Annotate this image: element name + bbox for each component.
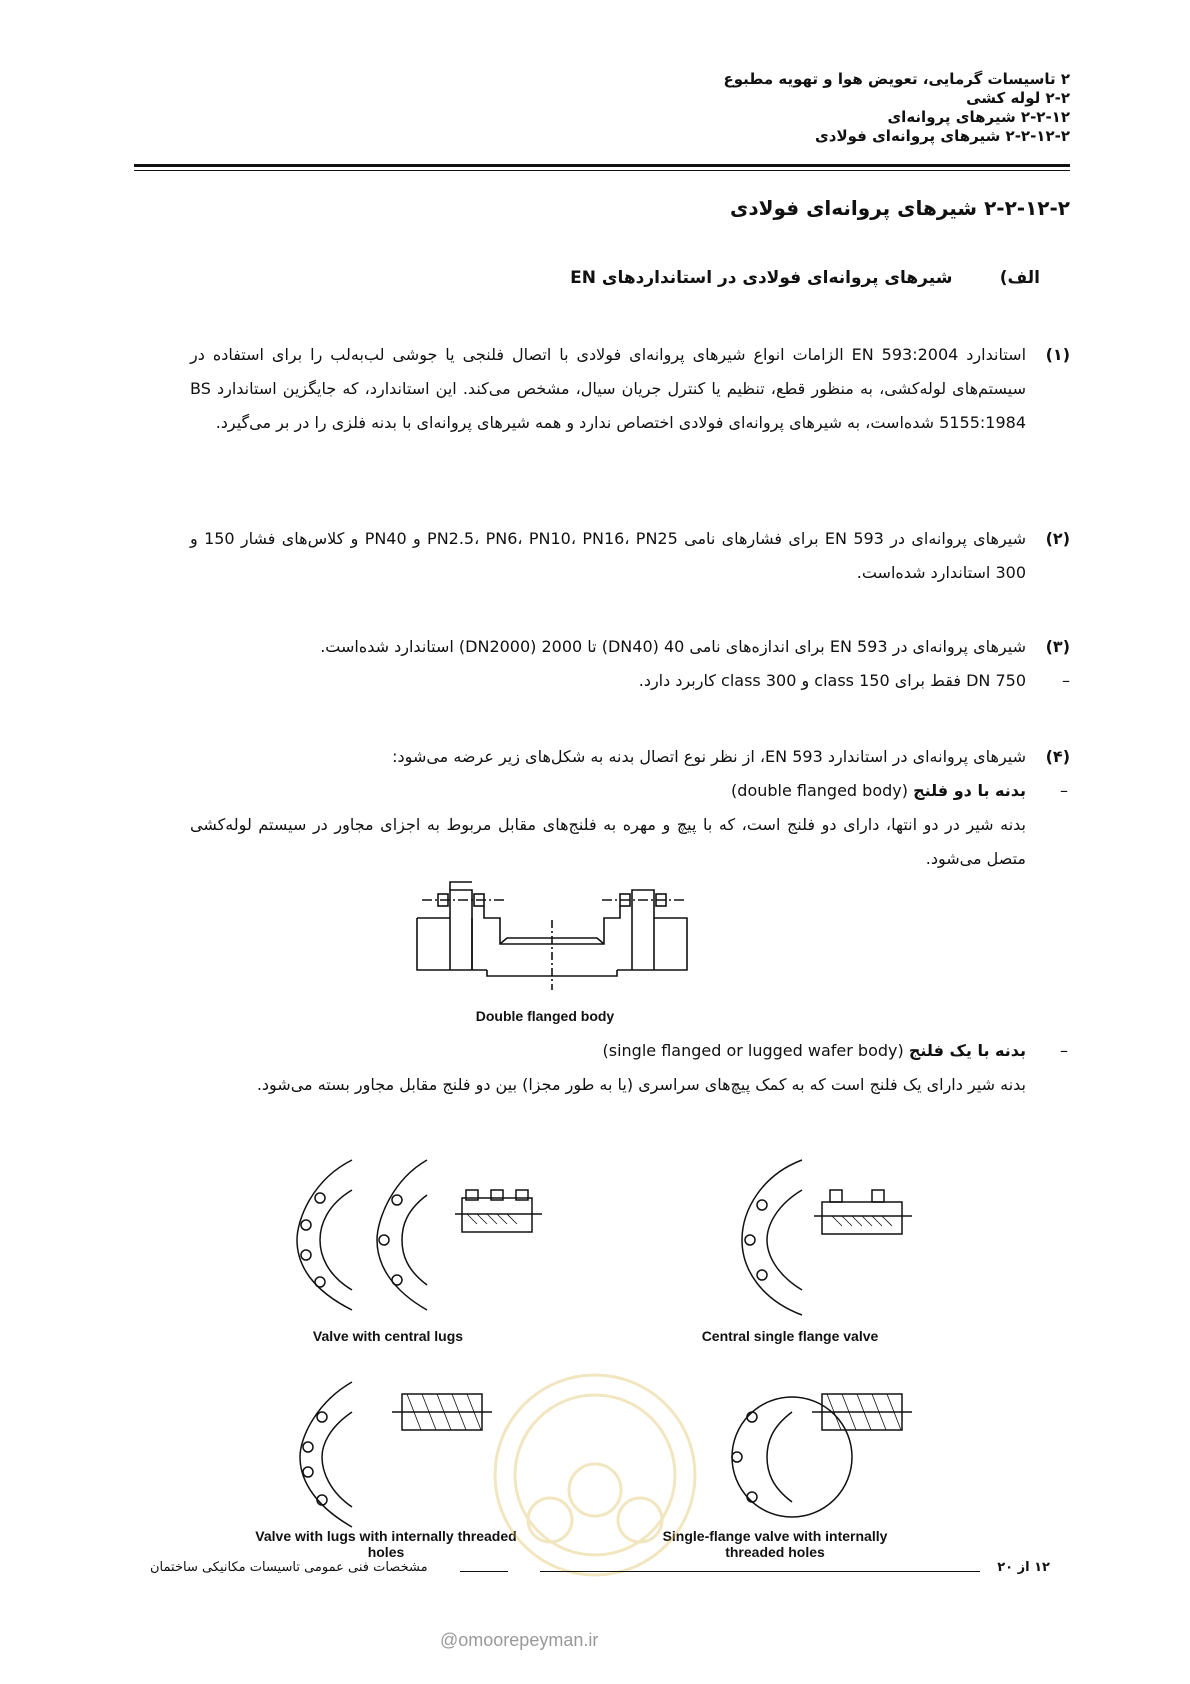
item-text: شیرهای پروانه‌ای در استاندارد EN 593، از نظر نوع اتصال بدنه به شکل‌های زیر عرضه می‌شود: [392,747,1026,766]
watermark-logo [490,1370,700,1580]
footer-title: مشخصات فنی عمومی تاسیسات مکانیکی ساختمان [150,1560,428,1575]
item-text: استاندارد EN 593:2004 الزامات انواع شیرهای پروانه‌ای فولادی با اتصال فلنجی یا جوشی لب‌به‌لب را برای استفاده در سیستم‌های لوله‌کشی، به منظور قطع، تنظیم یا کنترل جریان سیال، مشخص می‌کند. این استاندارد، که جایگزین استاندارد BS 5155:1984 شده‌است، به شیرهای پروانه‌ای فولادی اختصاص ندارد و همه شیرهای پروانه‌ای با بدنه فلزی را در بر می‌گیرد. [190,345,1027,432]
body-type-desc: بدنه شیر دارای یک فلنج است که به کمک پیچ‌های سراسری (یا به طور مجزا) بین دو فلنج مقابل مجاور بسته می‌شود. [256,1075,1026,1094]
body-type-desc: بدنه شیر در دو انتها، دارای دو فلنج است، که با پیچ و مهره به فلنج‌های مقابل مربوط به اجزای مجاور در سیستم لوله‌کشی متصل می‌شود. [190,815,1026,868]
header-line-1: ۲ تاسیسات گرمایی، تعویض هوا و تهویه مطبوع [723,70,1070,88]
bullet-dash: – [1060,781,1068,800]
footer-rule-right [540,1571,980,1572]
lugs-threaded-figure [292,1372,512,1532]
subsection-label: الف) [999,268,1040,288]
subsection-title: شیرهای پروانه‌ای فولادی در استانداردهای EN [570,268,953,288]
footer-rule-left [460,1571,508,1572]
body-type-single [190,1034,1070,1102]
bullet-dash: – [1060,1041,1068,1060]
header-line-4: ۲-۲-۱۲-۲ شیرهای پروانه‌ای فولادی [815,127,1070,145]
header-line-2: ۲-۲ لوله کشی [966,89,1070,107]
body-type-double [190,774,1070,876]
watermark-text: @omoorepeyman.ir [440,1630,599,1650]
caption-lugs-threaded: Valve with lugs with internally threaded holes [255,1528,517,1560]
caption-central-single: Central single flange valve [701,1328,879,1344]
item-text: شیرهای پروانه‌ای در EN 593 برای اندازه‌های نامی 40 (DN40) تا 2000 (DN2000) استاندارد شده‌است. [320,637,1026,656]
item-4 [190,740,1070,774]
item-number: (۲) [1045,529,1070,548]
double-flanged-body-figure [412,880,692,1000]
item-2 [190,522,1070,590]
item-number: (۴) [1045,747,1070,766]
body-type-title: بدنه با یک فلنج (single flanged or lugged wafer body) [602,1041,1026,1060]
central-lugs-figure [292,1150,552,1320]
section-title: ۲-۲-۱۲-۲ شیرهای پروانه‌ای فولادی [730,196,1070,220]
item-3-bullet [190,664,1070,698]
caption-single-threaded: Single-flange valve with internally threaded holes [662,1528,888,1560]
header-rule-thin [134,170,1070,171]
central-single-flange-figure [722,1150,962,1320]
item-1 [190,338,1070,440]
bullet-dash: – [1062,671,1070,690]
header-rule-thick [134,164,1070,167]
item-text: شیرهای پروانه‌ای در EN 593 برای فشارهای نامی PN2.5، PN6، PN10، PN16، PN25 و PN40 و کلاس‌های فشار 150 و 300 استاندارد شده‌است. [190,529,1027,582]
subsection-heading [570,268,1040,288]
bullet-text: DN 750 فقط برای class 150 و class 300 کاربرد دارد. [638,671,1026,690]
item-number: (۳) [1045,637,1070,656]
caption-double-flanged: Double flanged body [475,1008,615,1024]
item-3 [190,630,1070,698]
header-line-3: ۲-۲-۱۲ شیرهای پروانه‌ای [887,108,1070,126]
running-header [370,70,1070,146]
caption-central-lugs: Valve with central lugs [312,1328,464,1344]
page-number: ۱۲ از ۲۰ [997,1560,1050,1575]
single-threaded-figure [712,1372,942,1532]
item-number: (۱) [1045,345,1070,364]
body-type-title: بدنه با دو فلنج (double flanged body) [731,781,1026,800]
